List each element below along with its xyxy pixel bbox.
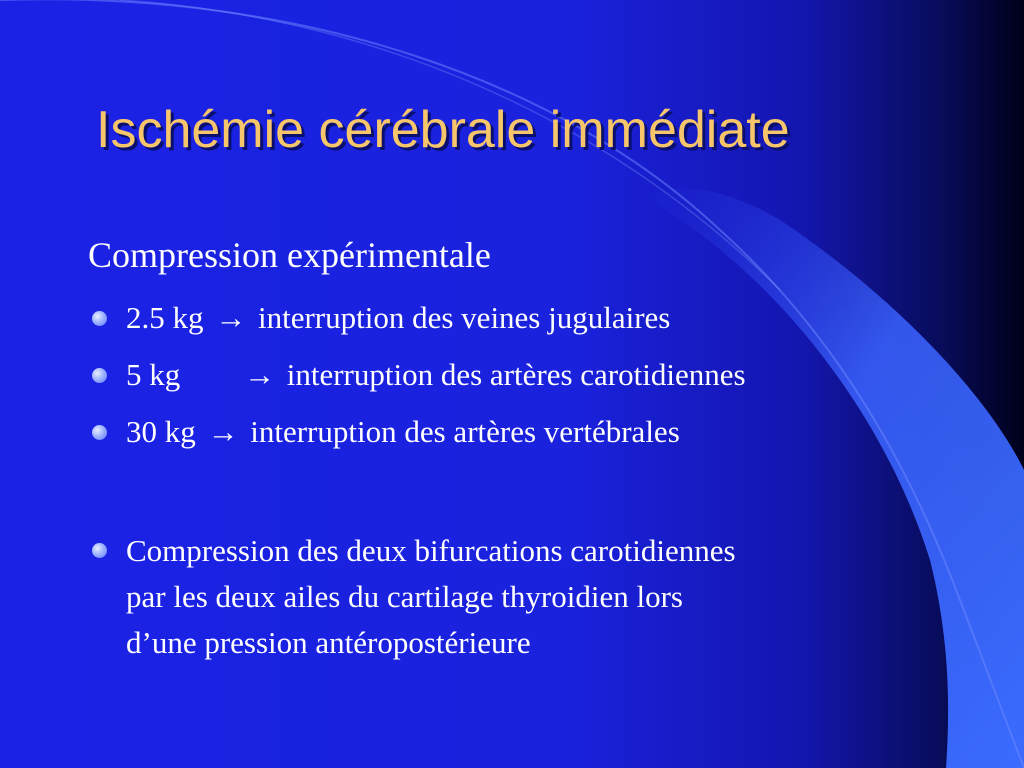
bullet-dot-icon	[92, 311, 107, 326]
paragraph-line: par les deux ailes du cartilage thyroidien lors	[126, 579, 683, 614]
paragraph-line: Compression des deux bifurcations carotidiennes	[126, 533, 736, 568]
bullet-dot-icon	[92, 425, 107, 440]
bullet-weight: 30 kg	[126, 414, 196, 449]
arrow-right-icon: →	[244, 357, 275, 392]
arrow-right-icon: →	[215, 300, 247, 335]
bullet-weight: 5 kg	[126, 357, 181, 392]
paragraph-line: d’une pression antéropostérieure	[126, 625, 531, 660]
bullet-dot-icon	[92, 543, 107, 558]
bullet-text: interruption des artères carotidiennes	[286, 357, 746, 392]
slide-title: Ischémie cérébrale immédiate	[96, 101, 790, 159]
bullet-text: interruption des artères vertébrales	[250, 414, 680, 449]
arrow-right-icon: →	[207, 414, 239, 449]
bullet-weight: 2.5 kg	[126, 300, 204, 335]
subheading: Compression expérimentale	[88, 235, 491, 275]
bullet-text: interruption des veines jugulaires	[258, 300, 671, 335]
bullet-dot-icon	[92, 368, 107, 383]
